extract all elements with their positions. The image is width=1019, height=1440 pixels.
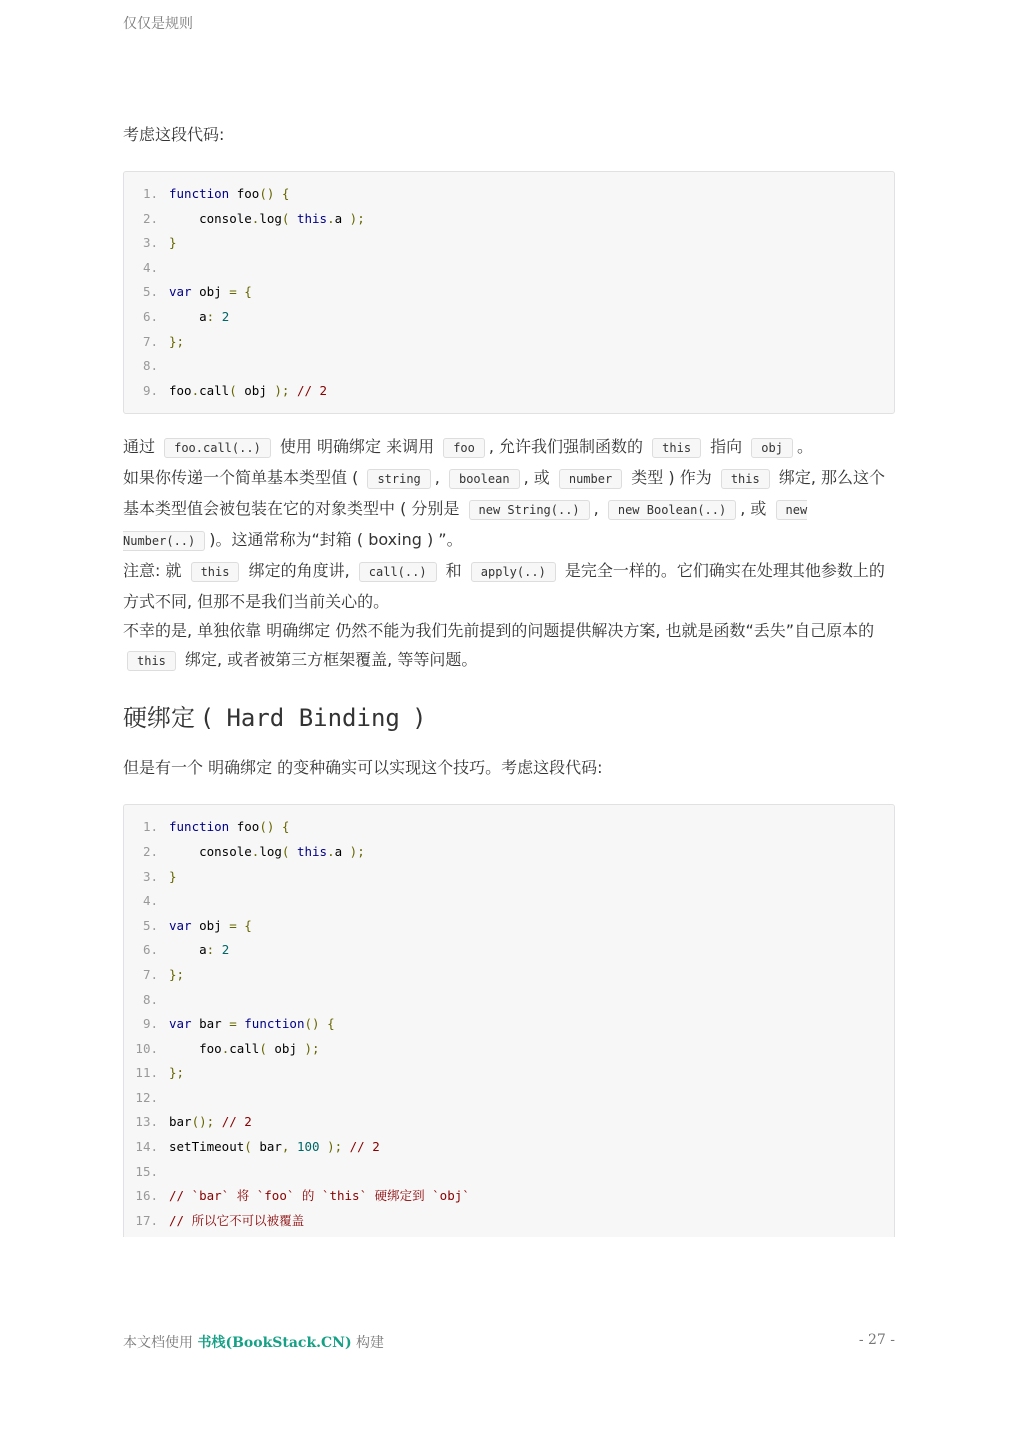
line-number: 7. <box>142 333 158 349</box>
code-text: function foo() { <box>169 186 290 201</box>
code-block-1 <box>123 171 895 414</box>
line-number: 9. <box>142 382 158 398</box>
line-number: 7. <box>142 966 158 982</box>
code-line <box>124 354 894 379</box>
paragraph-4: 不幸的是, 单独依靠 明确绑定 仍然不能为我们先前提到的问题提供解决方案, 也就是函数“丢失”自己原本的 this 绑定, 或者被第三方框架覆盖, 等等问题。 <box>123 621 875 670</box>
line-number: 16. <box>135 1188 158 1204</box>
paragraph-1: 通过 foo.call(..) 使用 明确绑定 来调用 foo , 允许我们强制函数的 this 指向 obj 。 <box>123 437 813 457</box>
line-number: 6. <box>142 942 158 958</box>
code-text: foo.call( obj ); <box>169 1040 320 1056</box>
line-number: 13. <box>135 1114 158 1130</box>
code-line <box>124 305 894 330</box>
inline-code: this <box>721 469 770 489</box>
code-line <box>124 1086 894 1111</box>
code-line <box>124 280 894 305</box>
line-number: 8. <box>142 991 158 1007</box>
code-line <box>124 914 894 939</box>
code-line <box>124 1061 894 1086</box>
inline-code: apply(..) <box>471 562 556 582</box>
running-header: 仅仅是规则 <box>123 16 193 32</box>
code-line <box>124 938 894 963</box>
inline-code: string <box>367 469 430 489</box>
line-number: 4. <box>142 893 158 909</box>
code-line <box>124 207 894 232</box>
line-number: 17. <box>135 1212 158 1228</box>
code-text: } <box>169 868 177 884</box>
line-number: 9. <box>142 1016 158 1032</box>
intro-text-1: 考虑这段代码: <box>123 125 225 144</box>
code-line <box>124 840 894 865</box>
code-text: // `bar` 将 `foo` 的 `this` 硬绑定到 `obj` <box>169 1188 470 1204</box>
page-footer: 本文档使用 书栈(BookStack.CN) 构建 - 27 - <box>123 1332 895 1351</box>
section-heading: 硬绑定 ( Hard Binding ) <box>123 704 424 733</box>
code-text: function foo() { <box>169 819 290 835</box>
code-text: foo.call( obj ); // 2 <box>169 382 328 398</box>
code-text: } <box>169 235 177 251</box>
code-line <box>124 379 894 404</box>
code-text: }; <box>169 966 185 982</box>
line-number: 11. <box>135 1065 158 1081</box>
inline-code: this <box>191 562 240 582</box>
paragraph-2: 如果你传递一个简单基本类型值 ( string , boolean , 或 number 类型 ) 作为 this 绑定, 那么这个基本类型值会被包装在它的对象类型中 ( 分别是 new String(..) , new Boolean(..) , 或 new Number(..) )。这通常称为“封箱 ( boxing ) ”。 <box>123 468 885 550</box>
line-number: 5. <box>142 284 158 300</box>
code-line <box>124 231 894 256</box>
inline-code: new Number(..) <box>123 500 807 551</box>
inline-code: this <box>127 651 176 671</box>
inline-code: obj <box>751 438 793 458</box>
code-line <box>124 1209 894 1234</box>
line-number: 4. <box>142 259 158 275</box>
code-line <box>124 330 894 355</box>
line-number: 2. <box>142 843 158 859</box>
footer-brand-link[interactable]: 书栈(BookStack.CN) <box>197 1335 352 1351</box>
code-text: var obj = { <box>169 917 252 933</box>
line-number: 5. <box>142 917 158 933</box>
line-number: 6. <box>142 308 158 324</box>
code-line <box>124 1135 894 1160</box>
code-text: a: 2 <box>169 942 230 958</box>
line-number: 8. <box>142 358 158 374</box>
line-number: 14. <box>135 1139 158 1155</box>
code-text: bar(); // 2 <box>169 1114 252 1130</box>
inline-code: new String(..) <box>469 500 590 520</box>
code-text: console.log( this.a ); <box>169 843 365 859</box>
inline-code: foo <box>443 438 485 458</box>
code-line <box>124 865 894 890</box>
paragraph-note: 注意: 就 this 绑定的角度讲, call(..) 和 apply(..) 是完全一样的。它们确实在处理其他参数上的方式不同, 但那不是我们当前关心的。 <box>123 561 885 612</box>
code-text: var obj = { <box>169 284 252 300</box>
code-line <box>124 256 894 281</box>
code-line <box>124 1110 894 1135</box>
line-number: 12. <box>135 1089 158 1105</box>
code-line <box>124 1037 894 1062</box>
code-line <box>124 815 894 840</box>
line-number: 3. <box>142 868 158 884</box>
page-number: - 27 - <box>858 1332 895 1348</box>
line-number: 10. <box>135 1040 158 1056</box>
code-text: // 所以它不可以被覆盖 <box>169 1212 305 1228</box>
inline-code: number <box>559 469 622 489</box>
code-text: var bar = function() { <box>169 1016 335 1032</box>
code-text: }; <box>169 333 185 349</box>
code-line <box>124 889 894 914</box>
page-content <box>123 120 895 1237</box>
line-number: 15. <box>135 1163 158 1179</box>
code-line <box>124 1160 894 1185</box>
code-line <box>124 1184 894 1209</box>
line-number: 3. <box>142 235 158 251</box>
code-line <box>124 182 894 207</box>
code-text: setTimeout( bar, 100 ); // 2 <box>169 1139 380 1155</box>
code-text: }; <box>169 1065 185 1081</box>
line-number: 1. <box>142 819 158 835</box>
inline-code: call(..) <box>359 562 437 582</box>
code-line <box>124 1012 894 1037</box>
inline-code: foo.call(..) <box>164 438 271 458</box>
code-text: console.log( this.a ); <box>169 210 365 226</box>
inline-code: new Boolean(..) <box>608 500 736 520</box>
code-line <box>124 988 894 1013</box>
inline-code: this <box>652 438 701 458</box>
inline-code: boolean <box>449 469 520 489</box>
code-block-2 <box>123 804 895 1237</box>
line-number: 1. <box>142 186 158 201</box>
code-line <box>124 963 894 988</box>
code-text: a: 2 <box>169 308 230 324</box>
intro-text-2: 但是有一个 明确绑定 的变种确实可以实现这个技巧。考虑这段代码: <box>123 758 603 778</box>
line-number: 2. <box>142 210 158 226</box>
